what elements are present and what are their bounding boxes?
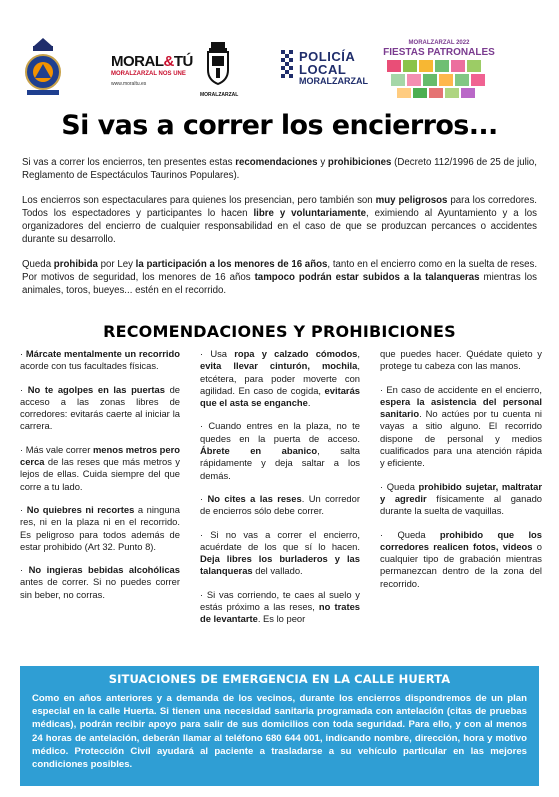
bold-text: muy peligrosos xyxy=(375,195,448,206)
recommendation-item xyxy=(380,348,542,373)
text-run: de acceso a las zonas libres de corredores: evitarás caerte al iniciar la carrera. xyxy=(20,383,180,432)
recommendation-item xyxy=(200,493,360,518)
bold-text: libre y voluntariamente xyxy=(253,208,366,219)
fiestas-patronales-logo xyxy=(383,40,495,102)
column-3 xyxy=(380,348,542,601)
text-run: por Ley xyxy=(97,259,136,270)
column-2 xyxy=(200,348,360,637)
bold-text: prohibido sujetar, maltratar y agredir xyxy=(380,480,542,504)
recommendation-item xyxy=(200,589,360,626)
bold-text: Márcate mentalmente un recorrido xyxy=(25,348,180,359)
police-line2: LOCAL xyxy=(299,62,347,77)
bold-text: espera la asistencia del personal sanitario xyxy=(380,395,542,420)
proteccion-civil-logo xyxy=(24,36,62,96)
recommendation-item xyxy=(200,348,360,409)
text-run: , tanto en el encierro como en la suelta de reses. Por motivos de seguridad, los menores de 16 años xyxy=(22,259,538,283)
recommendation-item xyxy=(380,384,542,470)
text-run: · Si no vas a correr el encierro, acuérdate de los que sí lo hacen. xyxy=(200,528,360,552)
text-run: de las reses que más metros y lejos de ellas. Cuida siempre del que corre a tu lado. xyxy=(20,456,180,492)
emergency-text: Como en años anteriores y a demanda de los vecinos, durante los encierros dispondremos de un plan especial en la calle Huerta. Si tienen una necesidad sanitaria programada con antelación (citas de pruebas médicas), podrán recibir apoyo para salir de sus domicilios con toda seguridad. Para ello, y con al menos 24 horas de antelación, deberán llamar al teléfono 680 644 001, indicando nombre, dirección, hora y motivo médico. Protección Civil ayudará al paciente a trasladarse a su vehículo particular en las mejores condiciones posibles. xyxy=(32,693,527,771)
page-title: Si vas a correr los encierros... xyxy=(61,110,498,141)
text-run: . Un corredor de encierros sólo debe correr. xyxy=(200,492,360,517)
text-run: físicamente al ganado durante la suelta de vaquillas. xyxy=(380,492,542,517)
text-run: para los corredores. Todos los espectadores y participantes lo hacen xyxy=(22,195,537,219)
police-text xyxy=(299,50,368,87)
text-run: y xyxy=(317,157,328,168)
bold-text: No ingieras bebidas alcohólicas xyxy=(28,564,180,576)
bold-text: prohibida xyxy=(53,259,98,270)
intro-paragraph-2 xyxy=(22,194,537,246)
recommendation-item xyxy=(20,444,180,493)
bold-text: No quiebres ni recortes xyxy=(26,503,135,515)
text-run: (Decreto 112/1996 de 25 de julio, Reglamento de Espectáculos Taurinos Populares). xyxy=(22,157,537,181)
bold-text: ropa y calzado cómodos xyxy=(234,348,358,359)
bold-text: no trates de levantarte xyxy=(200,601,360,625)
text-run: · xyxy=(20,348,26,359)
text-run: , xyxy=(357,348,360,359)
text-run: · En caso de accidente en el encierro, xyxy=(380,383,542,395)
policia-local-logo xyxy=(281,50,371,90)
recommendations-columns xyxy=(20,348,542,660)
text-run: mientras los animales, toros, bueyes... estén en el recorrido. xyxy=(22,272,537,296)
text-run: Los encierros son espectaculares para quienes los presencian, pero también son xyxy=(22,195,376,206)
bold-text: prohibiciones xyxy=(327,157,392,168)
text-run: acorde con tus facultades físicas. xyxy=(20,360,159,372)
text-run: · Si vas corriendo, te caes al suelo y estás próximo a las reses, xyxy=(200,588,360,613)
bold-text: No cites a las reses xyxy=(207,492,302,504)
text-run: · Queda xyxy=(380,528,440,540)
text-run: · Usa xyxy=(200,348,235,359)
text-run: · Más vale correr xyxy=(20,443,93,455)
bold-text: menos metros pero cerca xyxy=(20,443,180,468)
text-run: que puedes hacer. Quédate quieto y protege tu cabeza con las manos. xyxy=(380,348,542,372)
bold-text: recomendaciones xyxy=(235,157,318,168)
text-run: · xyxy=(20,503,27,515)
text-run: del vallado. xyxy=(252,565,303,577)
town-crest-logo xyxy=(200,42,239,98)
text-run: · xyxy=(20,564,29,576)
text-run: , eximiendo al Ayuntamiento y a los organizadores del encierro de cualquier responsabilidad en el caso de que se produzcan percances o accidentes durante su desarrollo. xyxy=(22,208,537,245)
text-run: a ninguna res, ni en la plaza ni en el recorrido. Es peligroso para todos además de estar prohibido (Art 32. Punto 8). xyxy=(20,503,180,552)
bold-text: Ábrete en abanico xyxy=(200,445,318,457)
police-line3: MORALZARZAL xyxy=(299,76,368,86)
recommendation-item xyxy=(20,384,180,433)
text-run: · Queda xyxy=(380,480,419,492)
text-run: , etcétera, para poder moverte con agilidad. En caso de cogida, xyxy=(200,360,360,396)
text-run: · Cuando entres en la plaza, no te quedes en la puerta de acceso. xyxy=(200,420,360,444)
text-run: . Es lo peor xyxy=(257,613,306,625)
text-run: antes de correr. Si no puedes correr sin beber, no corras. xyxy=(20,576,180,600)
fiestas-mosaic-icon xyxy=(383,58,495,100)
column-1 xyxy=(20,348,180,612)
text-run: · xyxy=(200,492,208,504)
moral-website: www.moraltu.es xyxy=(111,81,147,87)
bold-text: tampoco podrán estar subidos a la talanqueras xyxy=(254,272,480,283)
recommendation-item xyxy=(380,481,542,518)
fiestas-title: FIESTAS PATRONALES xyxy=(383,47,495,58)
police-line1: POLICÍA xyxy=(299,49,356,64)
bold-text: prohibido que los corredores realicen fotos, videos xyxy=(380,528,542,552)
recommendation-item xyxy=(20,348,180,373)
recommendation-item xyxy=(200,420,360,481)
bold-text: Deja libres los burladeros y las talanqueras xyxy=(200,553,360,577)
text-run: Queda xyxy=(22,259,54,270)
recommendation-item xyxy=(20,564,180,601)
text-run: . No actúes por tu cuenta ni vayas a sitio alguno. El recorrido dispone de personal y medios cualificados para una atención rápida y eficiente. xyxy=(380,408,542,469)
text-run: . xyxy=(307,397,311,409)
intro-paragraph-1 xyxy=(22,156,537,182)
logo-strip xyxy=(0,36,559,102)
bold-text: No te agolpes en las puertas xyxy=(27,383,165,395)
text-run: o cualquier tipo de grabación mientras permanezcan dentro de la zona del recorrido. xyxy=(380,540,542,589)
moral-tagline: MORALZARZAL NOS UNE xyxy=(111,71,186,77)
fiestas-year: MORALZARZAL 2022 xyxy=(408,40,470,46)
emergency-title: SITUACIONES DE EMERGENCIA EN LA CALLE HUERTA xyxy=(108,672,451,686)
text-run: · xyxy=(20,383,28,395)
bold-text: evita llevar cinturón, mochila xyxy=(200,360,358,372)
moral-brand: MORAL&TÚ xyxy=(111,53,193,70)
moral-y-tu-logo xyxy=(111,54,191,90)
recommendation-item xyxy=(20,504,180,553)
recommendation-item xyxy=(200,529,360,578)
section-title: RECOMENDACIONES Y PROHIBICIONES xyxy=(103,322,456,341)
text-run: , salta rápidamente y deja saltar a los demás. xyxy=(200,445,360,481)
bold-text: la participación a los menores de 16 años xyxy=(135,259,328,270)
town-name: MORALZARZAL xyxy=(200,92,239,98)
recommendation-item xyxy=(380,529,542,590)
intro-paragraph-3 xyxy=(22,258,537,297)
bold-text: evitarás que el asta se enganche xyxy=(200,384,360,409)
text-run: Si vas a correr los encierros, ten presentes estas xyxy=(22,157,236,168)
